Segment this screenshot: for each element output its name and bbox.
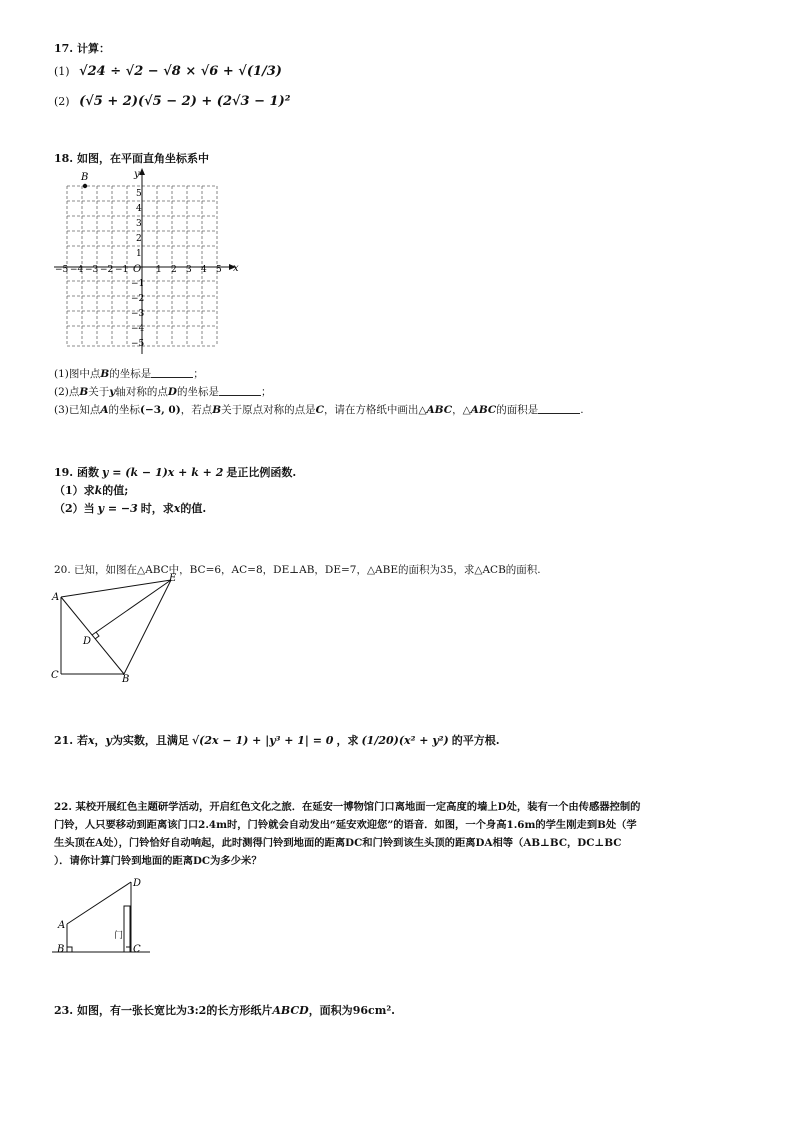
- q18-part1-answer-blank[interactable]: [151, 367, 193, 378]
- q18-part1-pre: (1)图中点: [54, 368, 101, 380]
- q17-heading: 17. 计算：: [54, 42, 110, 55]
- label-d: D: [133, 878, 142, 889]
- q19-heading-post: 是正比例函数.: [226, 466, 297, 479]
- q18-part3-e: ，若点: [180, 404, 213, 416]
- q18-part3-g: 关于原点对称的点是: [221, 404, 316, 416]
- q18-part3-f: B: [212, 404, 222, 416]
- q19-part1-pre: （1）求: [54, 484, 95, 497]
- x-tick-label: −2: [100, 265, 114, 275]
- q18-part2: [54, 384, 271, 399]
- y-tick-label: −3: [131, 309, 145, 319]
- q18-part3: [54, 402, 584, 417]
- label-c: C: [51, 670, 59, 681]
- origin-label: O: [133, 264, 142, 275]
- label-d: D: [83, 636, 92, 647]
- q21-var-y: y: [105, 734, 112, 747]
- q18-part3-b: A: [100, 404, 109, 416]
- q17-part1: [54, 64, 282, 79]
- q22-line3: 生头顶在A处），门铃恰好自动响起，此时测得门铃到地面的距离DC和门铃到该生头顶的距离DA相等（AB⊥BC，DC⊥BC: [54, 837, 622, 849]
- right-angle-b: [67, 947, 72, 952]
- label-a: A: [58, 920, 66, 931]
- q19-part2-mid: 时，求: [140, 502, 174, 515]
- q19-part2: [54, 500, 206, 516]
- q18-part3-h: C: [315, 404, 324, 416]
- q19-part2-pre: （2）当: [54, 502, 95, 515]
- q23-name: ABCD: [272, 1004, 309, 1017]
- point-b-label: B: [81, 172, 89, 183]
- q18-part3-n: .: [580, 404, 584, 416]
- q21-pre: 21. 若: [54, 734, 88, 747]
- label-b: B: [122, 674, 130, 684]
- q18-part2-answer-blank[interactable]: [219, 385, 261, 396]
- q18-part2-mid2: 轴对称的点: [115, 386, 168, 398]
- q22-line4: ）．请你计算门铃到地面的距离DC为多少米？: [54, 855, 262, 867]
- q22-line2: 门铃，人只要移动到距离该门口2.4m时，门铃就会自动发出“延安欢迎您”的语音．如图，一个身高1.6m的学生刚走到B处（学: [54, 819, 637, 831]
- q19-part2-math: y = −3: [97, 502, 138, 515]
- x-tick-label: −4: [70, 265, 84, 275]
- q18-part3-i: ，请在方格纸中画出: [323, 404, 419, 416]
- q18-part3-j: △ABC: [418, 404, 453, 416]
- q18-part1-var: B: [100, 368, 110, 380]
- q19-part2-post: 的值.: [180, 502, 207, 515]
- x-axis-label: x: [233, 263, 239, 274]
- y-tick-label: 2: [136, 234, 142, 244]
- segment-ad: [67, 882, 131, 924]
- q21-text: [54, 732, 500, 748]
- q18-heading: 18. 如图，在平面直角坐标系中: [54, 152, 209, 165]
- y-axis-arrow: [139, 168, 145, 175]
- label-e: E: [169, 573, 177, 584]
- q19-part1: [54, 482, 128, 498]
- q21-mid2: ，求: [336, 734, 359, 747]
- point-b-dot: [83, 184, 87, 188]
- q23-ratio: 3:2: [186, 1004, 207, 1017]
- x-tick-label: −1: [115, 265, 129, 275]
- q23-mid: 的长方形纸片: [206, 1004, 273, 1017]
- q18-part2-var2: y: [109, 386, 116, 398]
- y-tick-label: −5: [131, 339, 145, 349]
- q18-part3-answer-blank[interactable]: [538, 403, 580, 414]
- q18-part3-m: 的面积是: [496, 404, 539, 416]
- q18-part2-var3: D: [167, 386, 177, 398]
- q21-var-x: x: [87, 734, 95, 747]
- x-tick-label: 3: [186, 265, 192, 275]
- y-tick-label: −1: [131, 279, 145, 289]
- q17-part1-label: (1): [54, 65, 70, 78]
- q18-part3-l: △ABC: [462, 404, 497, 416]
- q18-part3-k: ，: [452, 404, 463, 416]
- x-tick-label: 5: [216, 265, 222, 275]
- q21-mid: 为实数，且满足: [111, 734, 189, 747]
- q17-part2-expression: (√5 + 2)(√5 − 2) + (2√3 − 1)²: [79, 94, 291, 109]
- coordinate-grid-figure: [52, 166, 252, 358]
- y-tick-label: −4: [131, 324, 145, 334]
- label-a: A: [52, 592, 60, 603]
- x-tick-label: 2: [171, 265, 177, 275]
- q19-part1-var: k: [94, 484, 103, 497]
- y-tick-label: 3: [136, 219, 142, 229]
- q18-part2-post: 的坐标是: [176, 386, 219, 398]
- door-label: 门: [114, 931, 124, 941]
- label-c: C: [133, 944, 141, 955]
- q18-part3-c: 的坐标: [108, 404, 141, 416]
- q19-function: y = (k − 1)x + k + 2: [101, 466, 224, 479]
- q18-part2-mid: 关于: [88, 386, 110, 398]
- y-axis-label: y: [134, 169, 140, 180]
- x-tick-label: −3: [85, 265, 99, 275]
- q18-part2-pre: (2)点: [54, 386, 80, 398]
- y-tick-label: 5: [136, 189, 142, 199]
- q18-part2-var: B: [79, 386, 89, 398]
- q21-post: 的平方根.: [451, 734, 500, 747]
- segment-ae: [61, 580, 171, 597]
- door-rect: [124, 906, 130, 952]
- segment-de: [92, 580, 171, 635]
- q23-post: .: [391, 1004, 395, 1017]
- q20-text: 20. 已知，如图在△ABC中，BC=6，AC=8，DE⊥AB，DE=7，△ABE的面积为35，求△ACB的面积.: [54, 564, 541, 576]
- q19-heading-pre: 19. 函数: [54, 466, 99, 479]
- x-tick-label: 1: [156, 265, 162, 275]
- q19-heading: [54, 464, 296, 480]
- q17-part1-expression: √24 ÷ √2 − √8 × √6 + √(1/3): [79, 64, 282, 79]
- q19-part1-post: 的值;: [102, 484, 129, 497]
- q23-mid2: ，面积为: [308, 1004, 353, 1017]
- triangle-figure-q20: [48, 572, 188, 684]
- y-tick-label: 1: [136, 249, 142, 259]
- q18-part1-post: 的坐标是: [109, 368, 152, 380]
- y-tick-label: −2: [131, 294, 145, 304]
- doorbell-figure-q22: [50, 872, 160, 958]
- q21-expression: (1/20)(x² + y²): [361, 734, 449, 747]
- x-tick-label: −5: [55, 265, 69, 275]
- label-b: B: [57, 944, 65, 955]
- q18-part1-end: ；: [193, 368, 204, 380]
- q21-condition: √(2x − 1) + |y³ + 1| = 0: [191, 734, 334, 747]
- q18-part1: [54, 366, 204, 381]
- q23-pre: 23. 如图，有一张长宽比为: [54, 1004, 187, 1017]
- segment-ab: [61, 597, 124, 674]
- q18-part2-end: ；: [260, 386, 272, 398]
- y-tick-label: 4: [136, 204, 142, 214]
- q18-part3-a: (3)已知点: [54, 404, 101, 416]
- q23-text: [54, 1002, 395, 1018]
- q17-part2-label: (2): [54, 95, 70, 108]
- x-tick-label: 4: [201, 265, 207, 275]
- q19-part2-var: x: [173, 502, 181, 515]
- segment-eb: [124, 580, 171, 674]
- q18-part3-d: (−3, 0): [140, 404, 181, 416]
- q17-part2: [54, 94, 290, 109]
- q21-sep: ，: [94, 734, 106, 747]
- q22-line1: 22. 某校开展红色主题研学活动，开启红色文化之旅．在延安一博物馆门口离地面一定高度的墙上D处，装有一个由传感器控制的: [54, 801, 641, 813]
- q23-area: 96cm²: [352, 1004, 392, 1017]
